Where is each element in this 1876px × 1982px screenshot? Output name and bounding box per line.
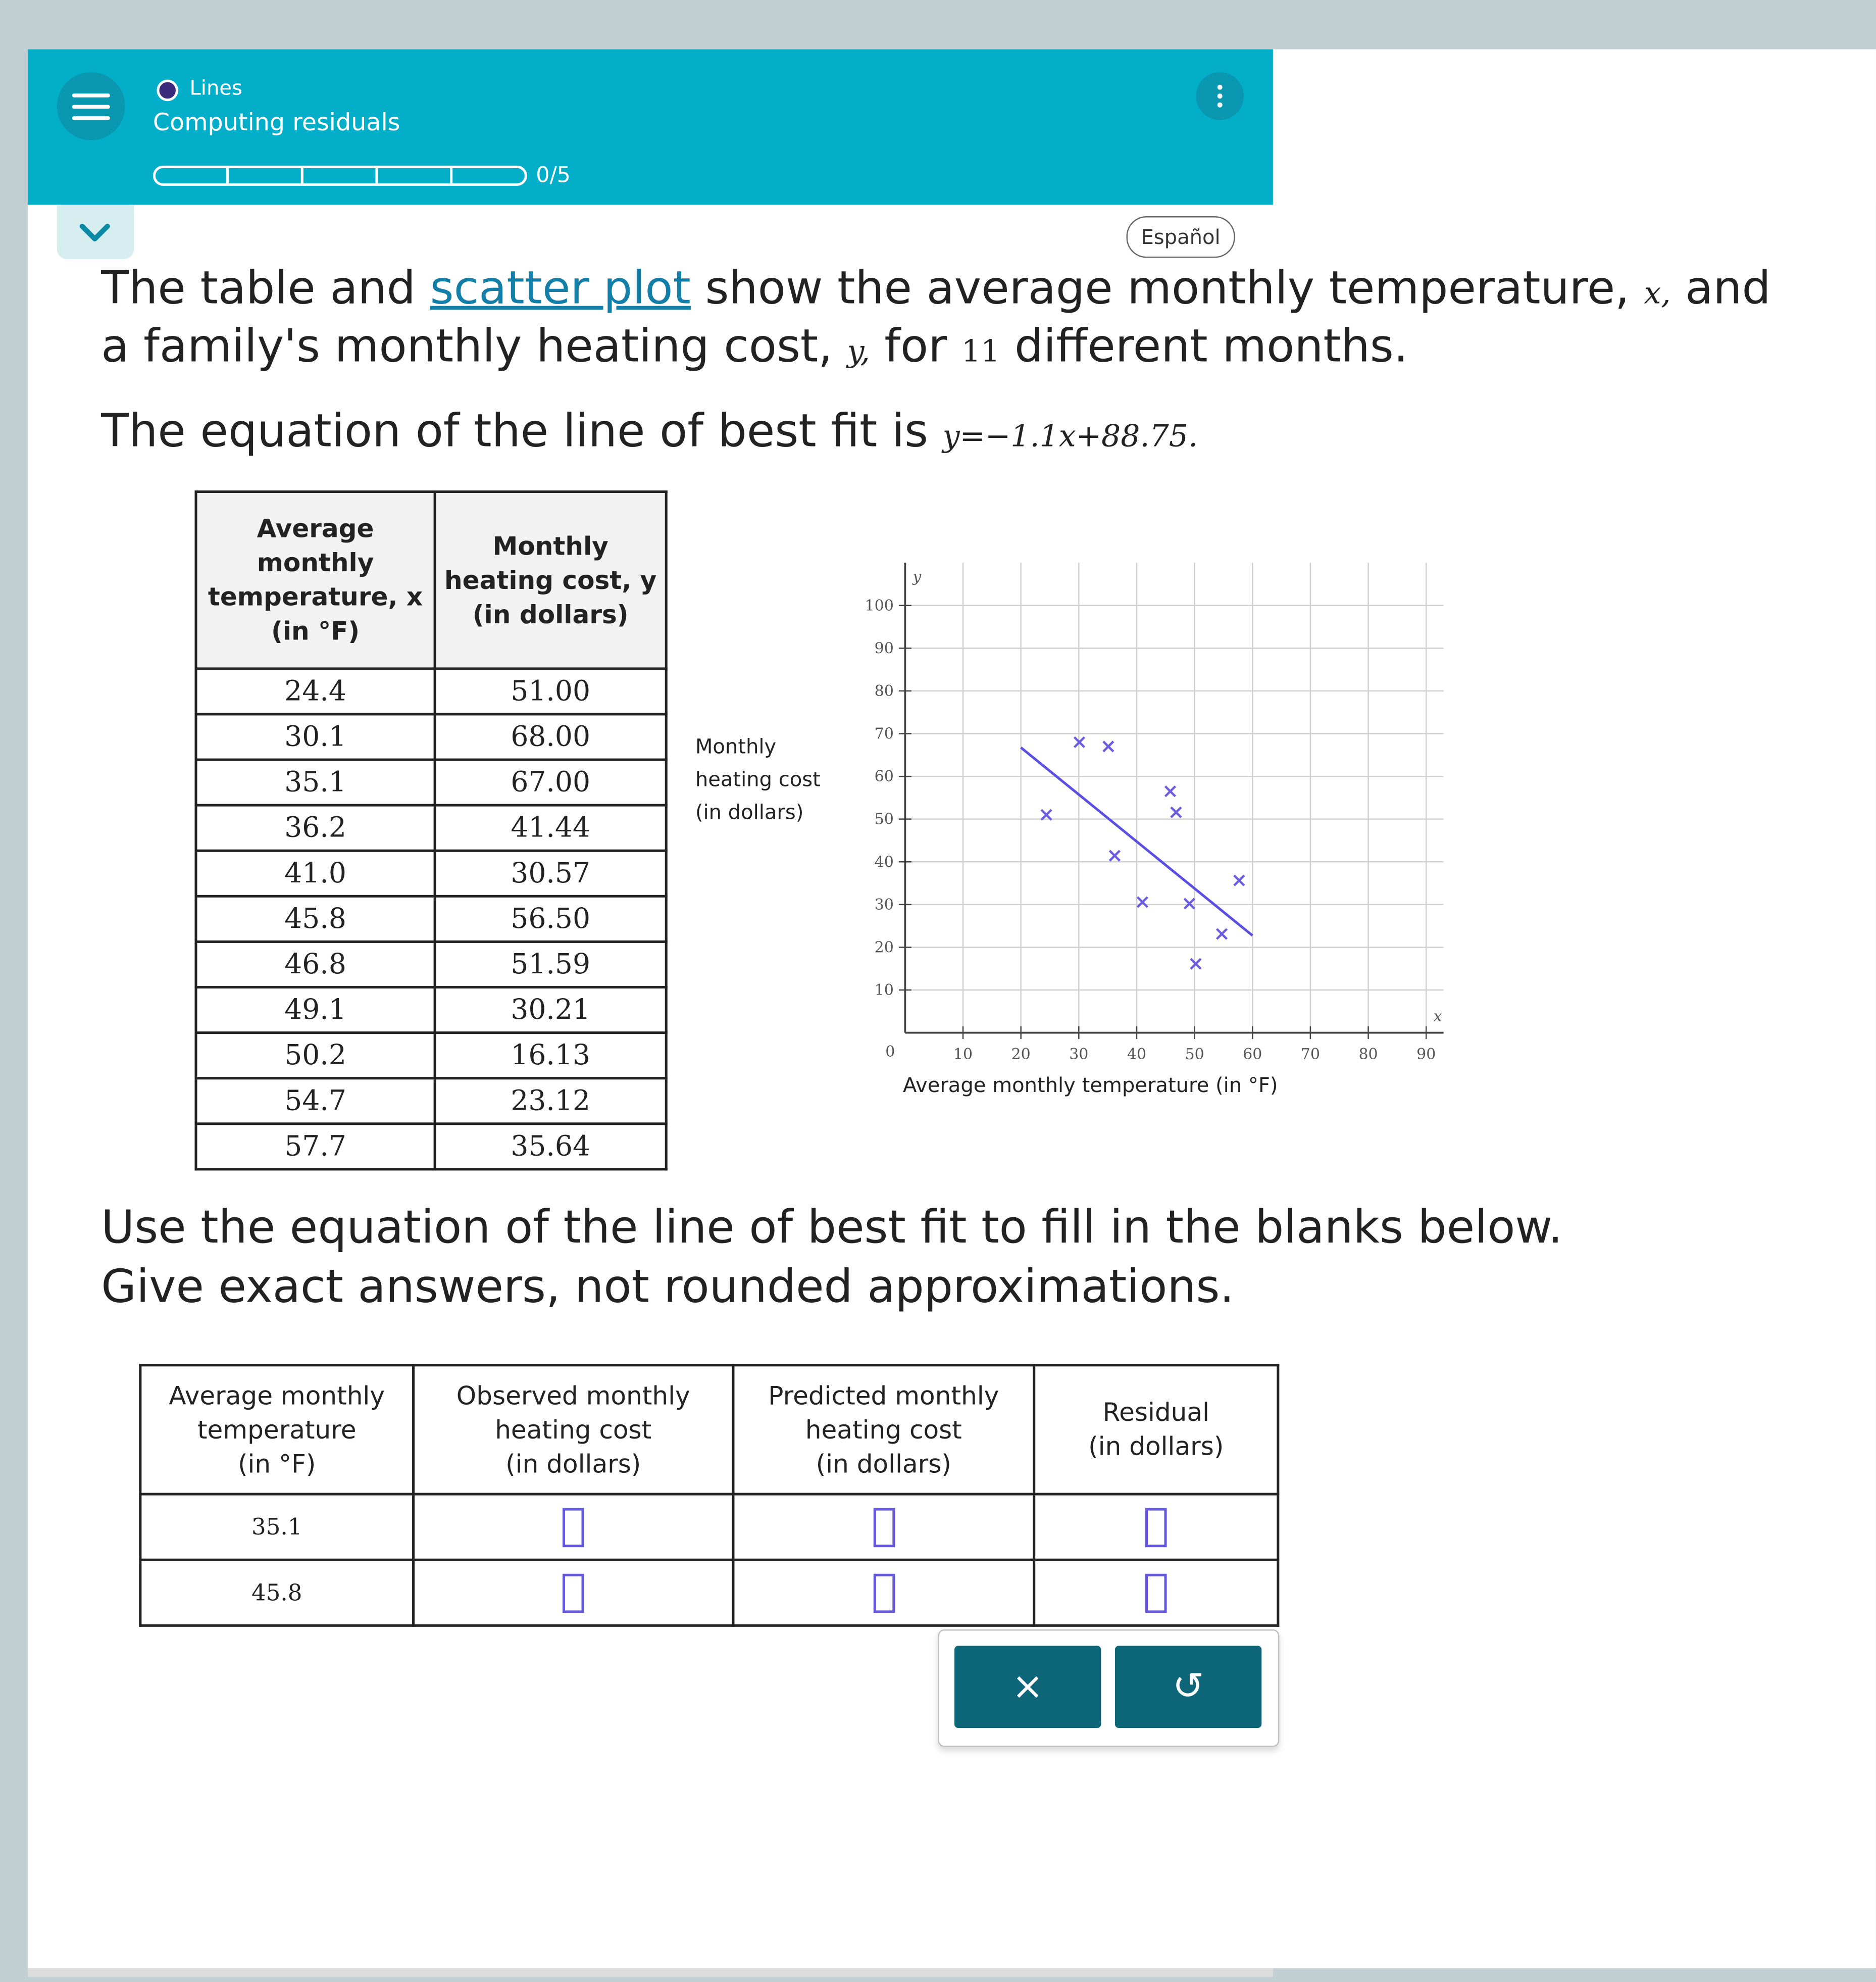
cost-cell: 41.44 (435, 805, 666, 851)
residual-input[interactable] (1145, 1507, 1167, 1547)
x-tick-label: 70 (1300, 1046, 1321, 1064)
data-table-row (196, 896, 666, 942)
origin-label: 0 (885, 1043, 895, 1061)
chevron-down-icon (57, 205, 134, 259)
data-point (1184, 899, 1194, 909)
answer-header-residual: Residual (in dollars) (1034, 1365, 1278, 1494)
collapse-toggle[interactable] (57, 205, 134, 259)
data-table-row (196, 987, 666, 1033)
data-point (1103, 741, 1113, 752)
temperature-cell: 49.1 (196, 987, 435, 1033)
answer-header-predicted: Predicted monthly heating cost (in dollars) (733, 1365, 1034, 1494)
y-tick-label: 100 (865, 597, 894, 615)
answer-header-observed: Observed monthly heating cost (in dollars) (414, 1365, 733, 1494)
observed-cost-input[interactable] (563, 1507, 584, 1547)
horizontal-scrollbar[interactable] (28, 1968, 1273, 1977)
data-table-row (196, 714, 666, 760)
chart-y-axis-label: Monthly heating cost (in dollars) (695, 734, 821, 824)
temperature-cell: 36.2 (196, 805, 435, 851)
x-axis-variable: x (1433, 1008, 1442, 1026)
temperature-cell: 46.8 (196, 942, 435, 987)
data-table-row (196, 760, 666, 805)
data-table-row (196, 851, 666, 896)
data-point (1216, 929, 1227, 939)
data-point (1165, 786, 1175, 797)
data-table-row (196, 1078, 666, 1124)
x-tick-label: 10 (953, 1046, 973, 1064)
data-table-row (196, 942, 666, 987)
scatter-plot (847, 556, 1479, 1112)
answer-action-panel (938, 1629, 1279, 1747)
answer-table (139, 1364, 1279, 1627)
temperature-cell: 54.7 (196, 1078, 435, 1124)
header-bar (28, 49, 1273, 205)
y-tick-label: 10 (874, 981, 894, 1000)
scatter-plot-link[interactable]: scatter plot (430, 263, 691, 315)
answer-header-temperature: Average monthly temperature (in °F) (140, 1365, 414, 1494)
x-axis-label: Average monthly temperature (in °F) (902, 1074, 1278, 1098)
y-tick-label: 50 (874, 810, 894, 828)
best-fit-equation: y=−1.1x+88.75. (942, 418, 1198, 454)
data-point (1041, 810, 1051, 820)
x-tick-label: 30 (1069, 1046, 1089, 1064)
y-axis-variable: y (912, 568, 922, 586)
data-point (1191, 959, 1201, 969)
data-point (1234, 875, 1244, 885)
cost-cell: 23.12 (435, 1078, 666, 1124)
predicted-cost-input[interactable] (873, 1507, 895, 1547)
hamburger-menu-button[interactable] (57, 72, 125, 140)
undo-button[interactable]: ↺ (1115, 1646, 1261, 1728)
residual-input[interactable] (1145, 1573, 1167, 1612)
lesson-title: Computing residuals (153, 109, 400, 137)
cost-cell: 35.64 (435, 1124, 666, 1169)
answer-row (140, 1560, 1278, 1625)
answer-temp-cell: 35.1 (140, 1494, 414, 1560)
language-toggle-button[interactable]: Español (1126, 216, 1235, 258)
temperature-cell: 41.0 (196, 851, 435, 896)
x-tick-label: 50 (1185, 1046, 1204, 1064)
equation-line: The equation of the line of best fit is y=−1.1x+88.75. (101, 406, 1198, 458)
data-table-header-cost: Monthly heating cost, y (in dollars) (435, 492, 666, 669)
temperature-cell: 50.2 (196, 1033, 435, 1078)
data-table-header-temperature: Average monthly temperature, x (in °F) (196, 492, 435, 669)
temperature-cell: 30.1 (196, 714, 435, 760)
intro-line-2: a family's monthly heating cost, y, for 11 different months. (101, 321, 1408, 373)
x-tick-label: 80 (1358, 1046, 1378, 1064)
topic-label: Lines (189, 76, 242, 100)
instructions-line-1: Use the equation of the line of best fit to fill in the blanks below. (101, 1202, 1563, 1254)
y-tick-label: 90 (874, 639, 894, 658)
y-tick-label: 70 (874, 725, 894, 743)
observed-cost-input[interactable] (563, 1573, 584, 1612)
temperature-cell: 57.7 (196, 1124, 435, 1169)
cost-cell: 30.21 (435, 987, 666, 1033)
topic-dot-icon (157, 80, 178, 102)
instructions-line-2: Give exact answers, not rounded approximations. (101, 1261, 1235, 1314)
cost-cell: 68.00 (435, 714, 666, 760)
data-table-row (196, 1124, 666, 1169)
data-point (1137, 897, 1147, 907)
x-tick-label: 60 (1243, 1046, 1262, 1064)
cost-cell: 16.13 (435, 1033, 666, 1078)
y-tick-label: 60 (874, 768, 894, 786)
x-tick-label: 20 (1011, 1046, 1031, 1064)
y-tick-label: 20 (874, 938, 894, 957)
progress-bar (153, 166, 527, 186)
data-point (1109, 851, 1120, 861)
clear-button[interactable]: × (954, 1646, 1101, 1728)
more-options-button[interactable] (1196, 72, 1244, 120)
intro-line-1: The table and scatter plot show the average monthly temperature, x, and (101, 263, 1771, 315)
cost-cell: 67.00 (435, 760, 666, 805)
data-table (195, 490, 668, 1170)
cost-cell: 56.50 (435, 896, 666, 942)
answer-row (140, 1494, 1278, 1560)
cost-cell: 30.57 (435, 851, 666, 896)
y-tick-label: 30 (874, 896, 894, 914)
temperature-cell: 35.1 (196, 760, 435, 805)
cost-cell: 51.59 (435, 942, 666, 987)
temperature-cell: 24.4 (196, 669, 435, 714)
y-tick-label: 80 (874, 682, 894, 700)
data-table-row (196, 805, 666, 851)
x-tick-label: 90 (1416, 1046, 1436, 1064)
data-table-row (196, 1033, 666, 1078)
data-point (1171, 807, 1181, 817)
progress-count: 0/5 (536, 163, 571, 188)
answer-temp-cell: 45.8 (140, 1560, 414, 1625)
predicted-cost-input[interactable] (873, 1573, 895, 1612)
x-tick-label: 40 (1127, 1046, 1147, 1064)
cost-cell: 51.00 (435, 669, 666, 714)
y-tick-label: 40 (874, 853, 894, 871)
data-table-row (196, 669, 666, 714)
temperature-cell: 45.8 (196, 896, 435, 942)
